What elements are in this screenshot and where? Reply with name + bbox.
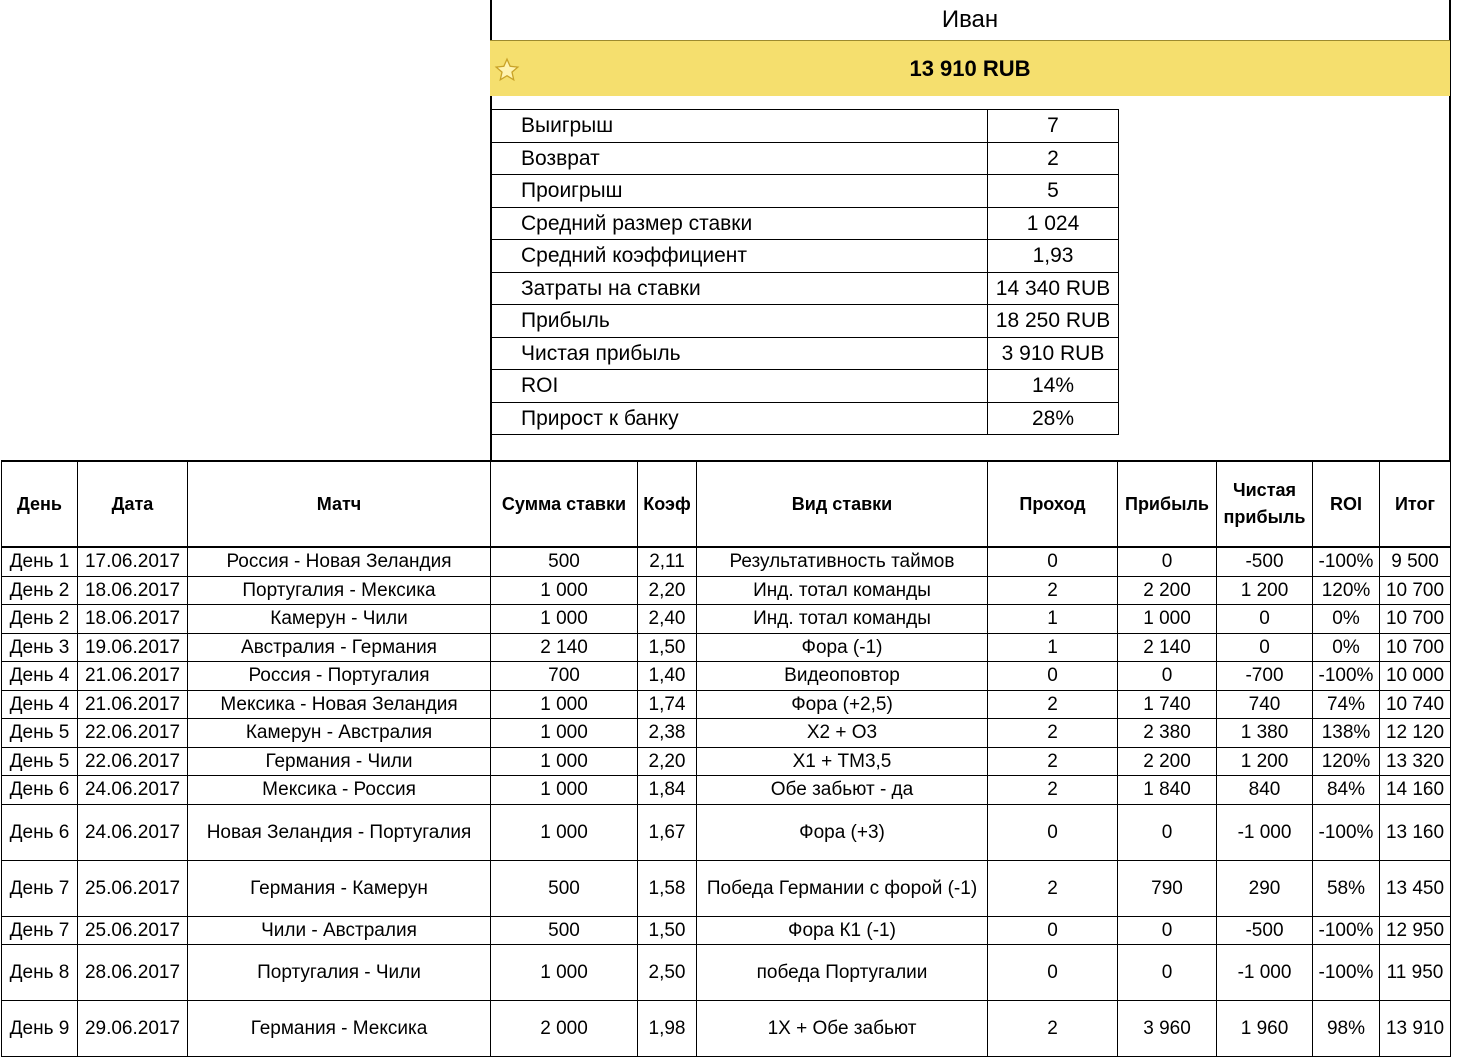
cell-day: День 6 (2, 776, 78, 805)
cell-total: 10 700 (1380, 633, 1451, 662)
cell-net-profit: 1 960 (1217, 1001, 1313, 1057)
cell-pass: 1 (988, 605, 1118, 634)
cell-date: 29.06.2017 (78, 1001, 188, 1057)
cell-day: День 7 (2, 916, 78, 945)
summary-table (490, 109, 1119, 435)
summary-row (491, 272, 1119, 305)
cell-pass: 2 (988, 576, 1118, 605)
cell-bet-type: Инд. тотал команды (697, 576, 988, 605)
cell-stake: 1 000 (491, 576, 638, 605)
table-row (2, 633, 1451, 662)
table-row (2, 605, 1451, 634)
cell-odds: 2,20 (638, 576, 697, 605)
summary-label: Средний размер ставки (491, 207, 988, 240)
table-row (2, 690, 1451, 719)
cell-match: Португалия - Мексика (188, 576, 491, 605)
summary-label: Прибыль (491, 305, 988, 338)
table-header-row (2, 461, 1451, 547)
table-row (2, 576, 1451, 605)
cell-net-profit: 1 200 (1217, 747, 1313, 776)
cell-stake: 1 000 (491, 945, 638, 1001)
cell-day: День 2 (2, 605, 78, 634)
cell-day: День 5 (2, 747, 78, 776)
cell-match: Португалия - Чили (188, 945, 491, 1001)
table-row (2, 747, 1451, 776)
cell-roi: -100% (1313, 662, 1380, 691)
cell-profit: 0 (1118, 804, 1217, 860)
cell-stake: 1 000 (491, 776, 638, 805)
cell-odds: 1,98 (638, 1001, 697, 1057)
cell-bet-type: Победа Германии с форой (-1) (697, 860, 988, 916)
summary-row (491, 305, 1119, 338)
summary-row (491, 402, 1119, 435)
cell-pass: 2 (988, 1001, 1118, 1057)
summary-row (491, 370, 1119, 403)
summary-row (491, 110, 1119, 143)
cell-day: День 1 (2, 547, 78, 576)
cell-total: 10 740 (1380, 690, 1451, 719)
cell-day: День 2 (2, 576, 78, 605)
cell-pass: 2 (988, 690, 1118, 719)
cell-total: 13 320 (1380, 747, 1451, 776)
cell-day: День 6 (2, 804, 78, 860)
table-row (2, 916, 1451, 945)
cell-bet-type: 1Х + Обе забьют (697, 1001, 988, 1057)
column-header-net-profit: Чистая прибыль (1217, 461, 1313, 547)
summary-label: Средний коэффициент (491, 240, 988, 273)
table-row (2, 860, 1451, 916)
column-header-match: Матч (188, 461, 491, 547)
cell-odds: 2,50 (638, 945, 697, 1001)
cell-match: Камерун - Чили (188, 605, 491, 634)
cell-odds: 1,40 (638, 662, 697, 691)
cell-match: Россия - Новая Зеландия (188, 547, 491, 576)
cell-profit: 0 (1118, 547, 1217, 576)
cell-roi: 0% (1313, 605, 1380, 634)
summary-row (491, 240, 1119, 273)
cell-roi: -100% (1313, 945, 1380, 1001)
cell-total: 12 950 (1380, 916, 1451, 945)
summary-value: 2 (988, 142, 1119, 175)
cell-odds: 2,20 (638, 747, 697, 776)
cell-total: 10 700 (1380, 576, 1451, 605)
cell-pass: 2 (988, 719, 1118, 748)
cell-profit: 2 200 (1118, 747, 1217, 776)
table-row (2, 1001, 1451, 1057)
cell-net-profit: -1 000 (1217, 945, 1313, 1001)
cell-match: Чили - Австралия (188, 916, 491, 945)
cell-stake: 1 000 (491, 804, 638, 860)
summary-value: 1,93 (988, 240, 1119, 273)
cell-roi: -100% (1313, 804, 1380, 860)
cell-net-profit: 0 (1217, 633, 1313, 662)
cell-pass: 2 (988, 776, 1118, 805)
cell-profit: 2 140 (1118, 633, 1217, 662)
cell-day: День 7 (2, 860, 78, 916)
cell-odds: 1,58 (638, 860, 697, 916)
cell-date: 24.06.2017 (78, 776, 188, 805)
table-row (2, 776, 1451, 805)
cell-profit: 0 (1118, 945, 1217, 1001)
cell-match: Германия - Мексика (188, 1001, 491, 1057)
cell-bet-type: Результативность таймов (697, 547, 988, 576)
cell-match: Мексика - Россия (188, 776, 491, 805)
table-row (2, 547, 1451, 576)
cell-pass: 0 (988, 547, 1118, 576)
summary-value: 18 250 RUB (988, 305, 1119, 338)
cell-bet-type: Фора (+2,5) (697, 690, 988, 719)
cell-total: 11 950 (1380, 945, 1451, 1001)
summary-label: Проигрыш (491, 175, 988, 208)
cell-total: 10 700 (1380, 605, 1451, 634)
cell-total: 10 000 (1380, 662, 1451, 691)
cell-day: День 4 (2, 690, 78, 719)
cell-total: 12 120 (1380, 719, 1451, 748)
cell-date: 25.06.2017 (78, 916, 188, 945)
cell-bet-type: Фора (-1) (697, 633, 988, 662)
cell-match: Россия - Португалия (188, 662, 491, 691)
cell-date: 21.06.2017 (78, 662, 188, 691)
summary-value: 3 910 RUB (988, 337, 1119, 370)
cell-pass: 0 (988, 916, 1118, 945)
cell-net-profit: 840 (1217, 776, 1313, 805)
cell-bet-type: Х2 + О3 (697, 719, 988, 748)
cell-match: Камерун - Австралия (188, 719, 491, 748)
cell-net-profit: -1 000 (1217, 804, 1313, 860)
cell-match: Австралия - Германия (188, 633, 491, 662)
cell-profit: 1 740 (1118, 690, 1217, 719)
summary-value: 5 (988, 175, 1119, 208)
cell-total: 13 450 (1380, 860, 1451, 916)
cell-pass: 2 (988, 747, 1118, 776)
cell-date: 22.06.2017 (78, 719, 188, 748)
summary-row (491, 175, 1119, 208)
cell-bet-type: Обе забьют - да (697, 776, 988, 805)
summary-value: 7 (988, 110, 1119, 143)
cell-net-profit: 1 200 (1217, 576, 1313, 605)
cell-stake: 1 000 (491, 690, 638, 719)
cell-pass: 0 (988, 662, 1118, 691)
cell-roi: 138% (1313, 719, 1380, 748)
cell-day: День 8 (2, 945, 78, 1001)
column-header-stake: Сумма ставки (491, 461, 638, 547)
cell-match: Новая Зеландия - Португалия (188, 804, 491, 860)
star-icon (494, 57, 520, 83)
person-name: Иван (941, 6, 999, 33)
cell-pass: 0 (988, 804, 1118, 860)
cell-stake: 500 (491, 916, 638, 945)
summary-value: 14 340 RUB (988, 272, 1119, 305)
column-header-day: День (2, 461, 78, 547)
cell-pass: 2 (988, 860, 1118, 916)
table-row (2, 804, 1451, 860)
cell-date: 25.06.2017 (78, 860, 188, 916)
cell-date: 21.06.2017 (78, 690, 188, 719)
summary-value: 28% (988, 402, 1119, 435)
cell-stake: 1 000 (491, 719, 638, 748)
cell-odds: 2,38 (638, 719, 697, 748)
cell-stake: 700 (491, 662, 638, 691)
cell-net-profit: 0 (1217, 605, 1313, 634)
cell-day: День 4 (2, 662, 78, 691)
cell-match: Мексика - Новая Зеландия (188, 690, 491, 719)
cell-net-profit: 740 (1217, 690, 1313, 719)
cell-roi: 0% (1313, 633, 1380, 662)
cell-roi: 98% (1313, 1001, 1380, 1057)
cell-total: 14 160 (1380, 776, 1451, 805)
cell-roi: -100% (1313, 547, 1380, 576)
cell-profit: 2 380 (1118, 719, 1217, 748)
column-header-total: Итог (1380, 461, 1451, 547)
cell-match: Германия - Камерун (188, 860, 491, 916)
cell-bet-type: Инд. тотал команды (697, 605, 988, 634)
cell-odds: 1,74 (638, 690, 697, 719)
cell-roi: 120% (1313, 576, 1380, 605)
summary-label: Прирост к банку (491, 402, 988, 435)
summary-value: 14% (988, 370, 1119, 403)
cell-bet-type: Фора К1 (-1) (697, 916, 988, 945)
cell-roi: 120% (1313, 747, 1380, 776)
cell-net-profit: -500 (1217, 547, 1313, 576)
cell-date: 18.06.2017 (78, 605, 188, 634)
cell-odds: 1,50 (638, 633, 697, 662)
cell-odds: 2,40 (638, 605, 697, 634)
cell-bet-type: Х1 + ТМ3,5 (697, 747, 988, 776)
cell-total: 13 910 (1380, 1001, 1451, 1057)
column-header-date: Дата (78, 461, 188, 547)
cell-day: День 9 (2, 1001, 78, 1057)
cell-odds: 1,84 (638, 776, 697, 805)
cell-bet-type: Фора (+3) (697, 804, 988, 860)
cell-roi: -100% (1313, 916, 1380, 945)
cell-profit: 2 200 (1118, 576, 1217, 605)
cell-odds: 1,67 (638, 804, 697, 860)
column-header-pass: Проход (988, 461, 1118, 547)
summary-label: Чистая прибыль (491, 337, 988, 370)
cell-stake: 1 000 (491, 747, 638, 776)
cell-stake: 500 (491, 860, 638, 916)
cell-stake: 2 140 (491, 633, 638, 662)
cell-date: 28.06.2017 (78, 945, 188, 1001)
table-row (2, 719, 1451, 748)
cell-profit: 3 960 (1118, 1001, 1217, 1057)
cell-odds: 2,11 (638, 547, 697, 576)
bank-balance-bar (490, 40, 1450, 96)
cell-bet-type: победа Португалии (697, 945, 988, 1001)
cell-date: 17.06.2017 (78, 547, 188, 576)
cell-pass: 1 (988, 633, 1118, 662)
cell-odds: 1,50 (638, 916, 697, 945)
cell-day: День 5 (2, 719, 78, 748)
cell-bet-type: Видеоповтор (697, 662, 988, 691)
cell-net-profit: 290 (1217, 860, 1313, 916)
bank-balance-value: 13 910 RUB (909, 55, 1031, 81)
cell-day: День 3 (2, 633, 78, 662)
bets-table (1, 460, 1451, 1057)
summary-row (491, 337, 1119, 370)
cell-roi: 58% (1313, 860, 1380, 916)
cell-total: 13 160 (1380, 804, 1451, 860)
cell-net-profit: 1 380 (1217, 719, 1313, 748)
summary-label: Возврат (491, 142, 988, 175)
cell-stake: 2 000 (491, 1001, 638, 1057)
cell-net-profit: -700 (1217, 662, 1313, 691)
column-header-bet-type: Вид ставки (697, 461, 988, 547)
cell-profit: 1 840 (1118, 776, 1217, 805)
cell-date: 19.06.2017 (78, 633, 188, 662)
summary-row (491, 142, 1119, 175)
cell-roi: 84% (1313, 776, 1380, 805)
cell-pass: 0 (988, 945, 1118, 1001)
summary-label: ROI (491, 370, 988, 403)
summary-label: Затраты на ставки (491, 272, 988, 305)
cell-profit: 0 (1118, 916, 1217, 945)
table-row (2, 662, 1451, 691)
column-header-roi: ROI (1313, 461, 1380, 547)
summary-label: Выигрыш (491, 110, 988, 143)
summary-row (491, 207, 1119, 240)
cell-stake: 500 (491, 547, 638, 576)
table-row (2, 945, 1451, 1001)
column-header-profit: Прибыль (1118, 461, 1217, 547)
cell-profit: 1 000 (1118, 605, 1217, 634)
summary-value: 1 024 (988, 207, 1119, 240)
cell-match: Германия - Чили (188, 747, 491, 776)
cell-stake: 1 000 (491, 605, 638, 634)
cell-date: 24.06.2017 (78, 804, 188, 860)
cell-date: 18.06.2017 (78, 576, 188, 605)
cell-profit: 790 (1118, 860, 1217, 916)
cell-profit: 0 (1118, 662, 1217, 691)
cell-net-profit: -500 (1217, 916, 1313, 945)
cell-total: 9 500 (1380, 547, 1451, 576)
cell-roi: 74% (1313, 690, 1380, 719)
cell-date: 22.06.2017 (78, 747, 188, 776)
column-header-odds: Коэф (638, 461, 697, 547)
